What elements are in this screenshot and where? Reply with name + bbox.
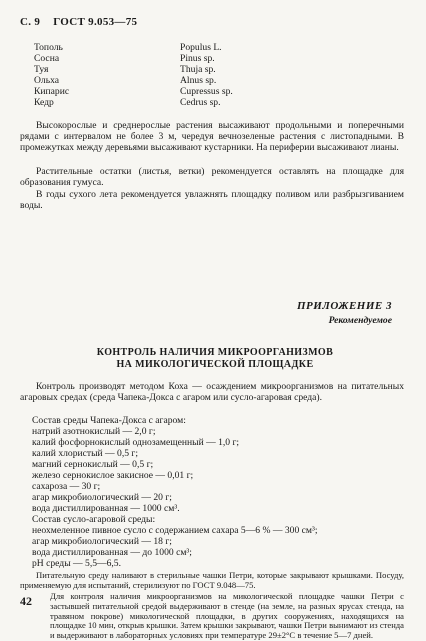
appendix-note: Рекомендуемое xyxy=(328,315,392,326)
plant-name-latin: Thuja sp. xyxy=(180,64,216,75)
plant-row xyxy=(34,86,294,97)
section-title-line2: НА МИКОЛОГИЧЕСКОЙ ПЛОЩАДКЕ xyxy=(116,359,314,370)
composition-line: магний сернокислый — 0,5 г; xyxy=(32,459,154,470)
paragraph-petri: Питательную среду наливают в стерильные чашки Петри, которые закрывают крышками. Посуду, применяемую для испытаний, стерилизуют по ГОСТ 9.048—75. xyxy=(20,570,404,590)
paragraph-control: Для контроля наличия микроорганизмов на микологической площадке чашки Петри с застывшей питательной средой выдерживают в стенде (на земле, на разных ярусах стенда, на травяном покрове) микологической площадки, в других сооружениях, находящихся на площадке 10 мин, открыв крышки. Затем крышки закрывают, чашки Петри вынимают из стенда и выдерживают в лабораторных условиях при температуре 29±2°С в течение 5—7 дней. xyxy=(50,591,404,641)
composition-line: сахароза — 30 г; xyxy=(32,481,101,492)
plant-row xyxy=(34,75,294,86)
composition-line: Состав сусло-агаровой среды: xyxy=(32,514,156,525)
composition-line: вода дистиллированная — до 1000 см³; xyxy=(32,547,192,558)
appendix-label: ПРИЛОЖЕНИЕ 3 xyxy=(296,300,392,312)
composition-line: калий хлористый — 0,5 г; xyxy=(32,448,139,459)
plant-name-latin: Pinus sp. xyxy=(180,53,215,64)
composition-line: вода дистиллированная — 1000 см³. xyxy=(32,503,180,514)
plant-name-ru: Ольха xyxy=(34,75,60,86)
paragraph-watering: В годы сухого лета рекомендуется увлажнять площадку поливом или разбрызгиванием воды. xyxy=(20,189,404,211)
composition-list xyxy=(32,415,402,569)
header-page: С. 9 xyxy=(20,16,41,28)
section-title xyxy=(30,347,400,371)
appendix-block xyxy=(297,300,392,326)
composition-line: калий фосфорнокислый однозамещенный — 1,0 г; xyxy=(32,437,240,448)
plant-name-latin: Cedrus sp. xyxy=(180,97,221,108)
plant-row xyxy=(34,64,294,75)
composition-line: агар микробиологический — 20 г; xyxy=(32,492,172,503)
composition-line: pH среды — 5,5—6,5. xyxy=(32,558,122,569)
section-title-line1: КОНТРОЛЬ НАЛИЧИЯ МИКРООРГАНИЗМОВ xyxy=(96,347,334,358)
plant-name-ru: Кедр xyxy=(34,97,54,108)
composition-line: неохмеленное пивное сусло с содержанием сахара 5—6 % — 300 см³; xyxy=(32,525,318,536)
paragraph-method: Контроль производят методом Коха — осаждением микроорганизмов на питательных агаровых средах (среда Чапека-Докса с агаром или сусло-агаровая среда). xyxy=(20,381,404,403)
page-number: 42 xyxy=(20,594,32,608)
header-gost: ГОСТ 9.053—75 xyxy=(53,16,138,28)
plant-row xyxy=(34,42,294,53)
composition-line: натрий азотнокислый — 2,0 г; xyxy=(32,426,156,437)
plant-row xyxy=(34,53,294,64)
plant-list xyxy=(34,42,294,108)
plant-name-ru: Тополь xyxy=(34,42,63,53)
composition-line: железо сернокислое закисное — 0,01 г; xyxy=(32,470,194,481)
composition-line: агар микробиологический — 18 г; xyxy=(32,536,172,547)
paragraph-residues: Растительные остатки (листья, ветки) рекомендуется оставлять на площадке для образования гумуса. xyxy=(20,166,404,188)
page-header xyxy=(20,16,137,28)
plant-name-ru: Туя xyxy=(34,64,49,75)
plant-name-latin: Populus L. xyxy=(180,42,222,53)
plant-name-ru: Сосна xyxy=(34,53,60,64)
composition-line: Состав среды Чапека-Докса с агаром: xyxy=(32,415,186,426)
plant-name-ru: Кипарис xyxy=(34,86,70,97)
plant-name-latin: Alnus sp. xyxy=(180,75,217,86)
paragraph-planting: Высокорослые и среднерослые растения высаживают продольными и поперечными рядами с интервалом не более 3 м, чередуя вечнозеленые растения с листопадными. В промежутках между деревьями высаживают кустарники. На периферии высаживают лианы. xyxy=(20,120,404,153)
plant-name-latin: Cupressus sp. xyxy=(180,86,233,97)
plant-row xyxy=(34,97,294,108)
